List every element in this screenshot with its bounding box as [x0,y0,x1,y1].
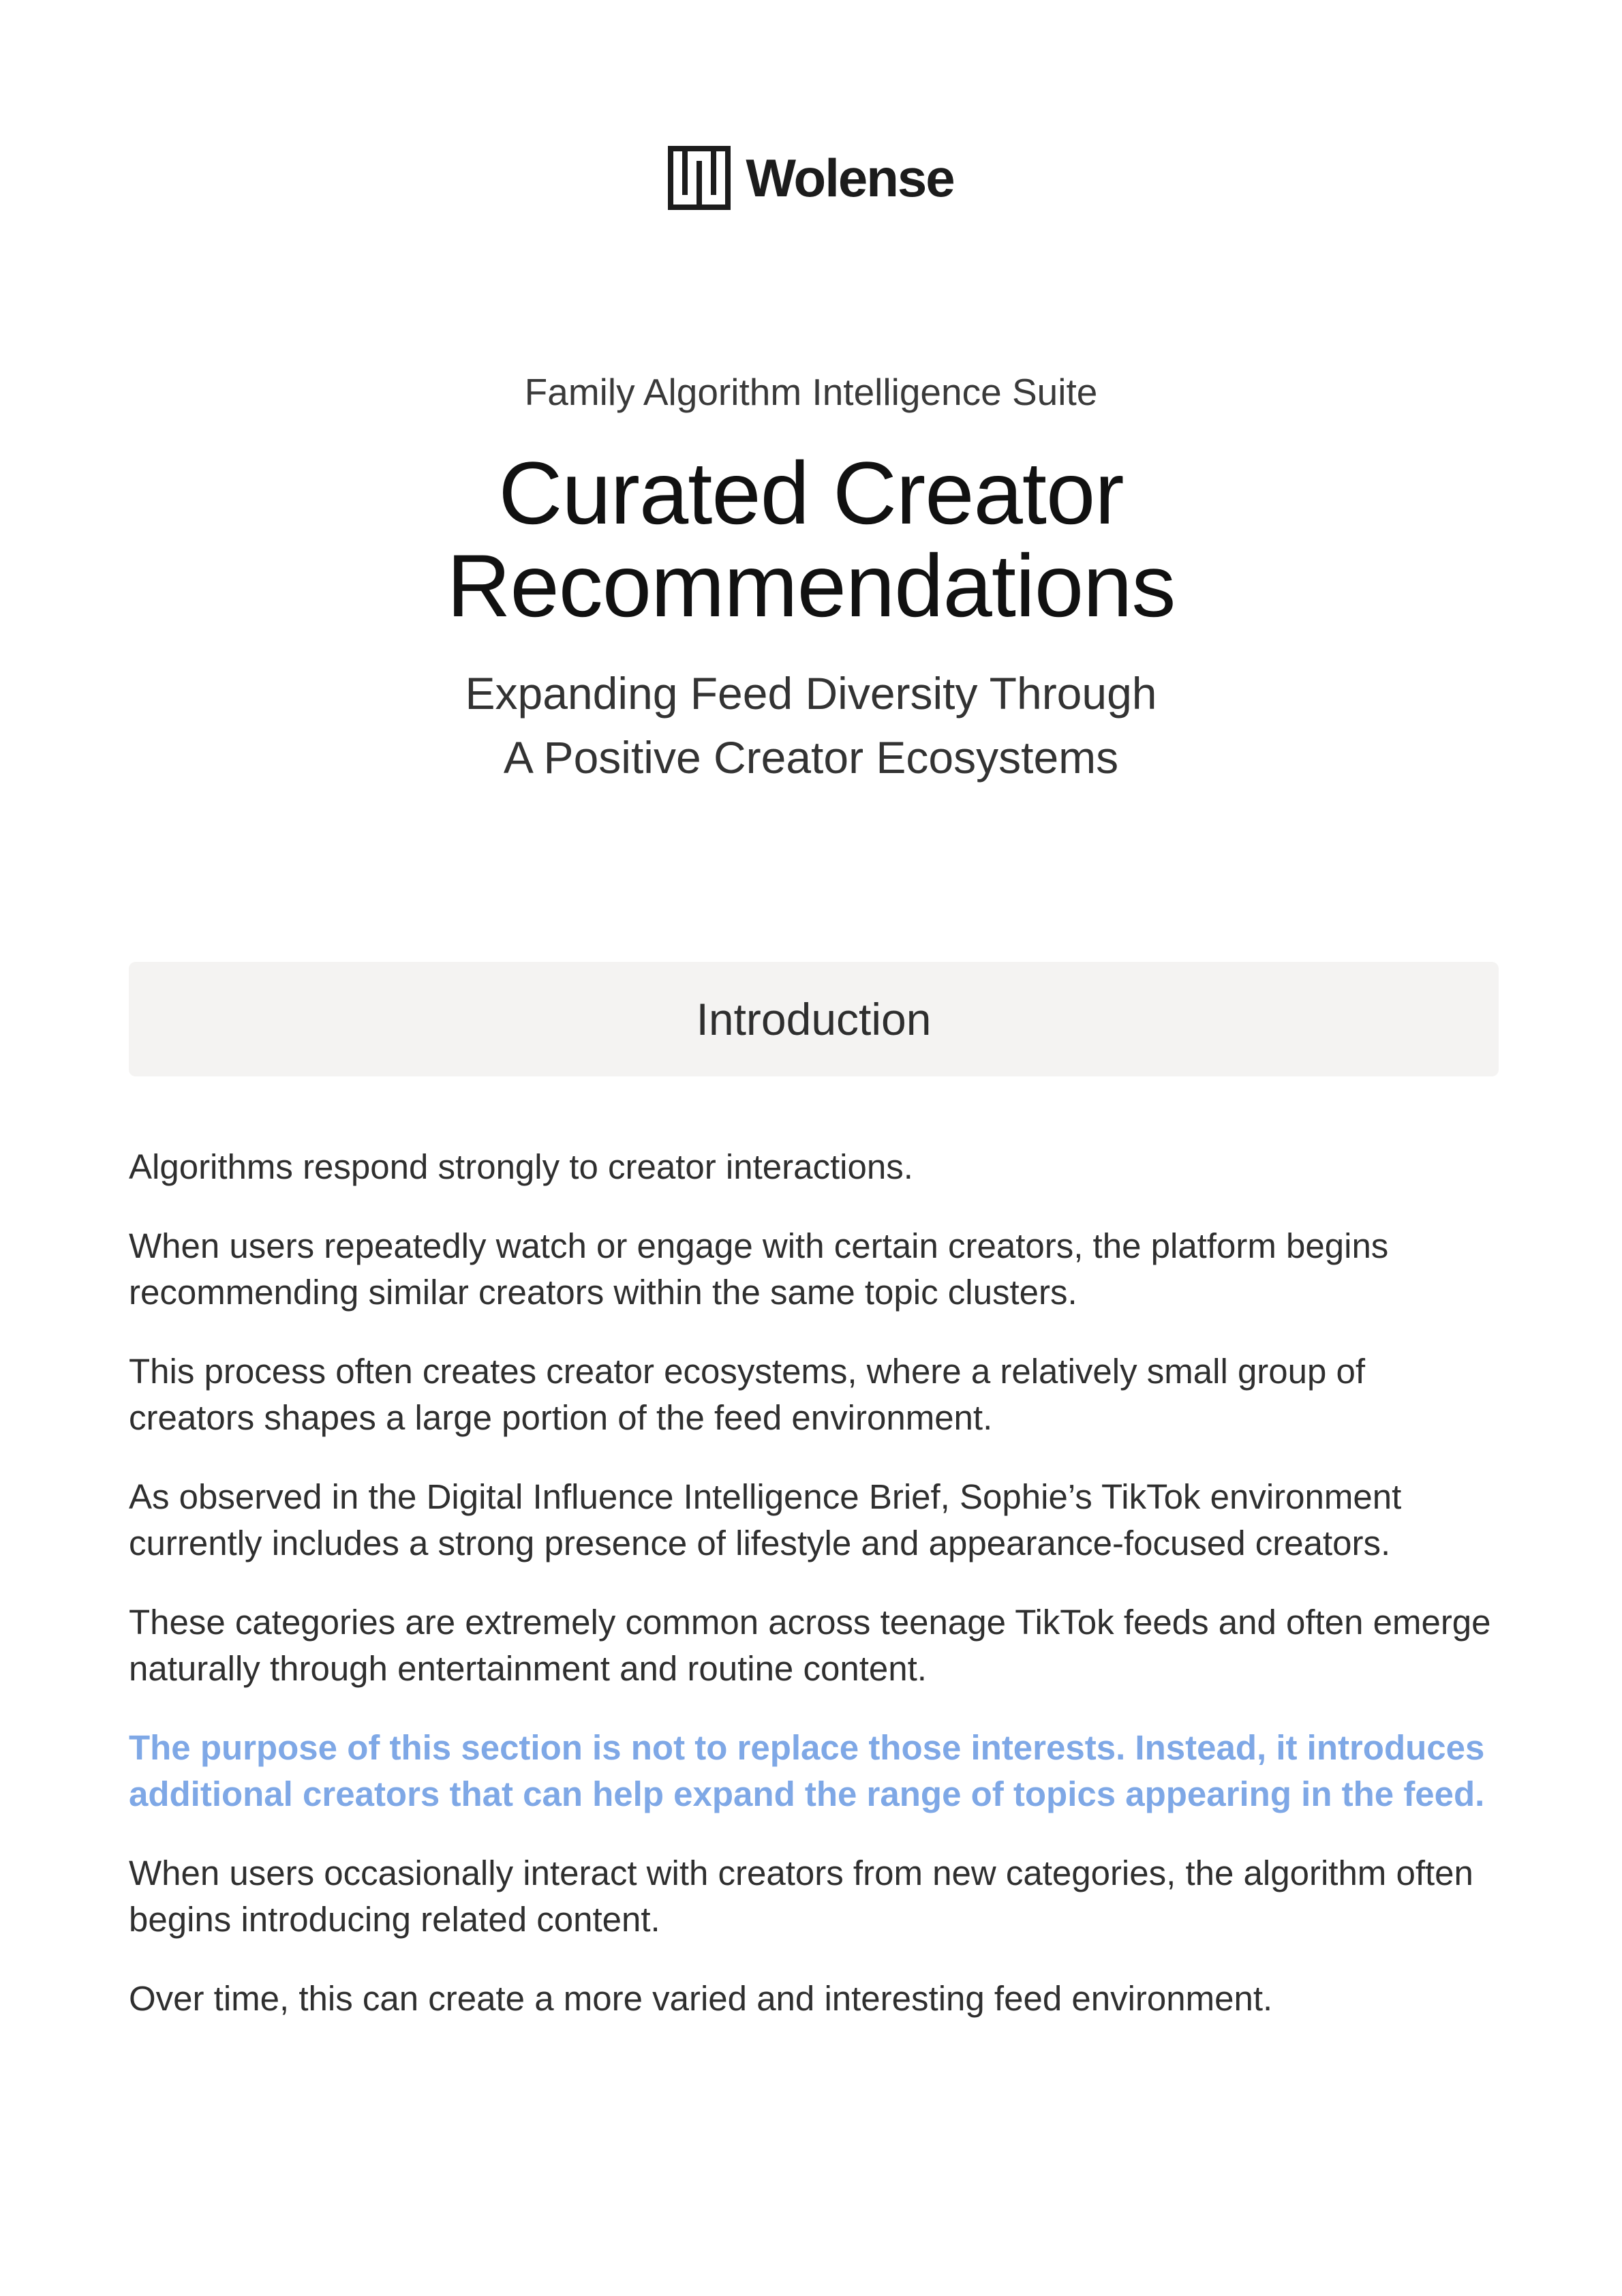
subtitle-line-1: Expanding Feed Diversity Through [465,668,1157,719]
suite-label: Family Algorithm Intelligence Suite [524,371,1098,413]
paragraph: Over time, this can create a more varied and interesting feed environment. [129,1979,1273,2018]
paragraph: As observed in the Digital Influence Intelligence Brief, Sophie’s TikTok environment currently includes a strong presence of lifestyle and appearance-focused creators. [129,1477,1402,1562]
paragraph: When users repeatedly watch or engage with certain creators, the platform begins recommending similar creators within the same topic clusters. [129,1226,1389,1312]
paragraph: These categories are extremely common across teenage TikTok feeds and often emerge naturally through entertainment and routine content. [129,1603,1491,1688]
paragraph: Algorithms respond strongly to creator interactions. [129,1147,913,1186]
section-body [129,1144,1499,2055]
paragraph: This process often creates creator ecosystems, where a relatively small group of creators shapes a large portion of the feed environment. [129,1352,1366,1437]
page-subtitle [0,661,1622,789]
brand-logo [0,146,1622,210]
subtitle-line-2: A Positive Creator Ecosystems [503,732,1119,783]
section-header-bar [129,962,1499,1076]
brand-name: Wolense [746,148,954,208]
paragraph: When users occasionally interact with creators from new categories, the algorithm often begins introducing related content. [129,1854,1473,1939]
highlighted-paragraph: The purpose of this section is not to replace those interests. Instead, it introduces additional creators that can help expand the range of topics appearing in the feed. [129,1728,1485,1813]
page-title [0,443,1622,635]
title-line-2: Recommendations [446,536,1176,635]
wolense-logo-icon [668,146,731,210]
title-line-1: Curated Creator [498,443,1124,543]
section-title: Introduction [696,994,932,1044]
